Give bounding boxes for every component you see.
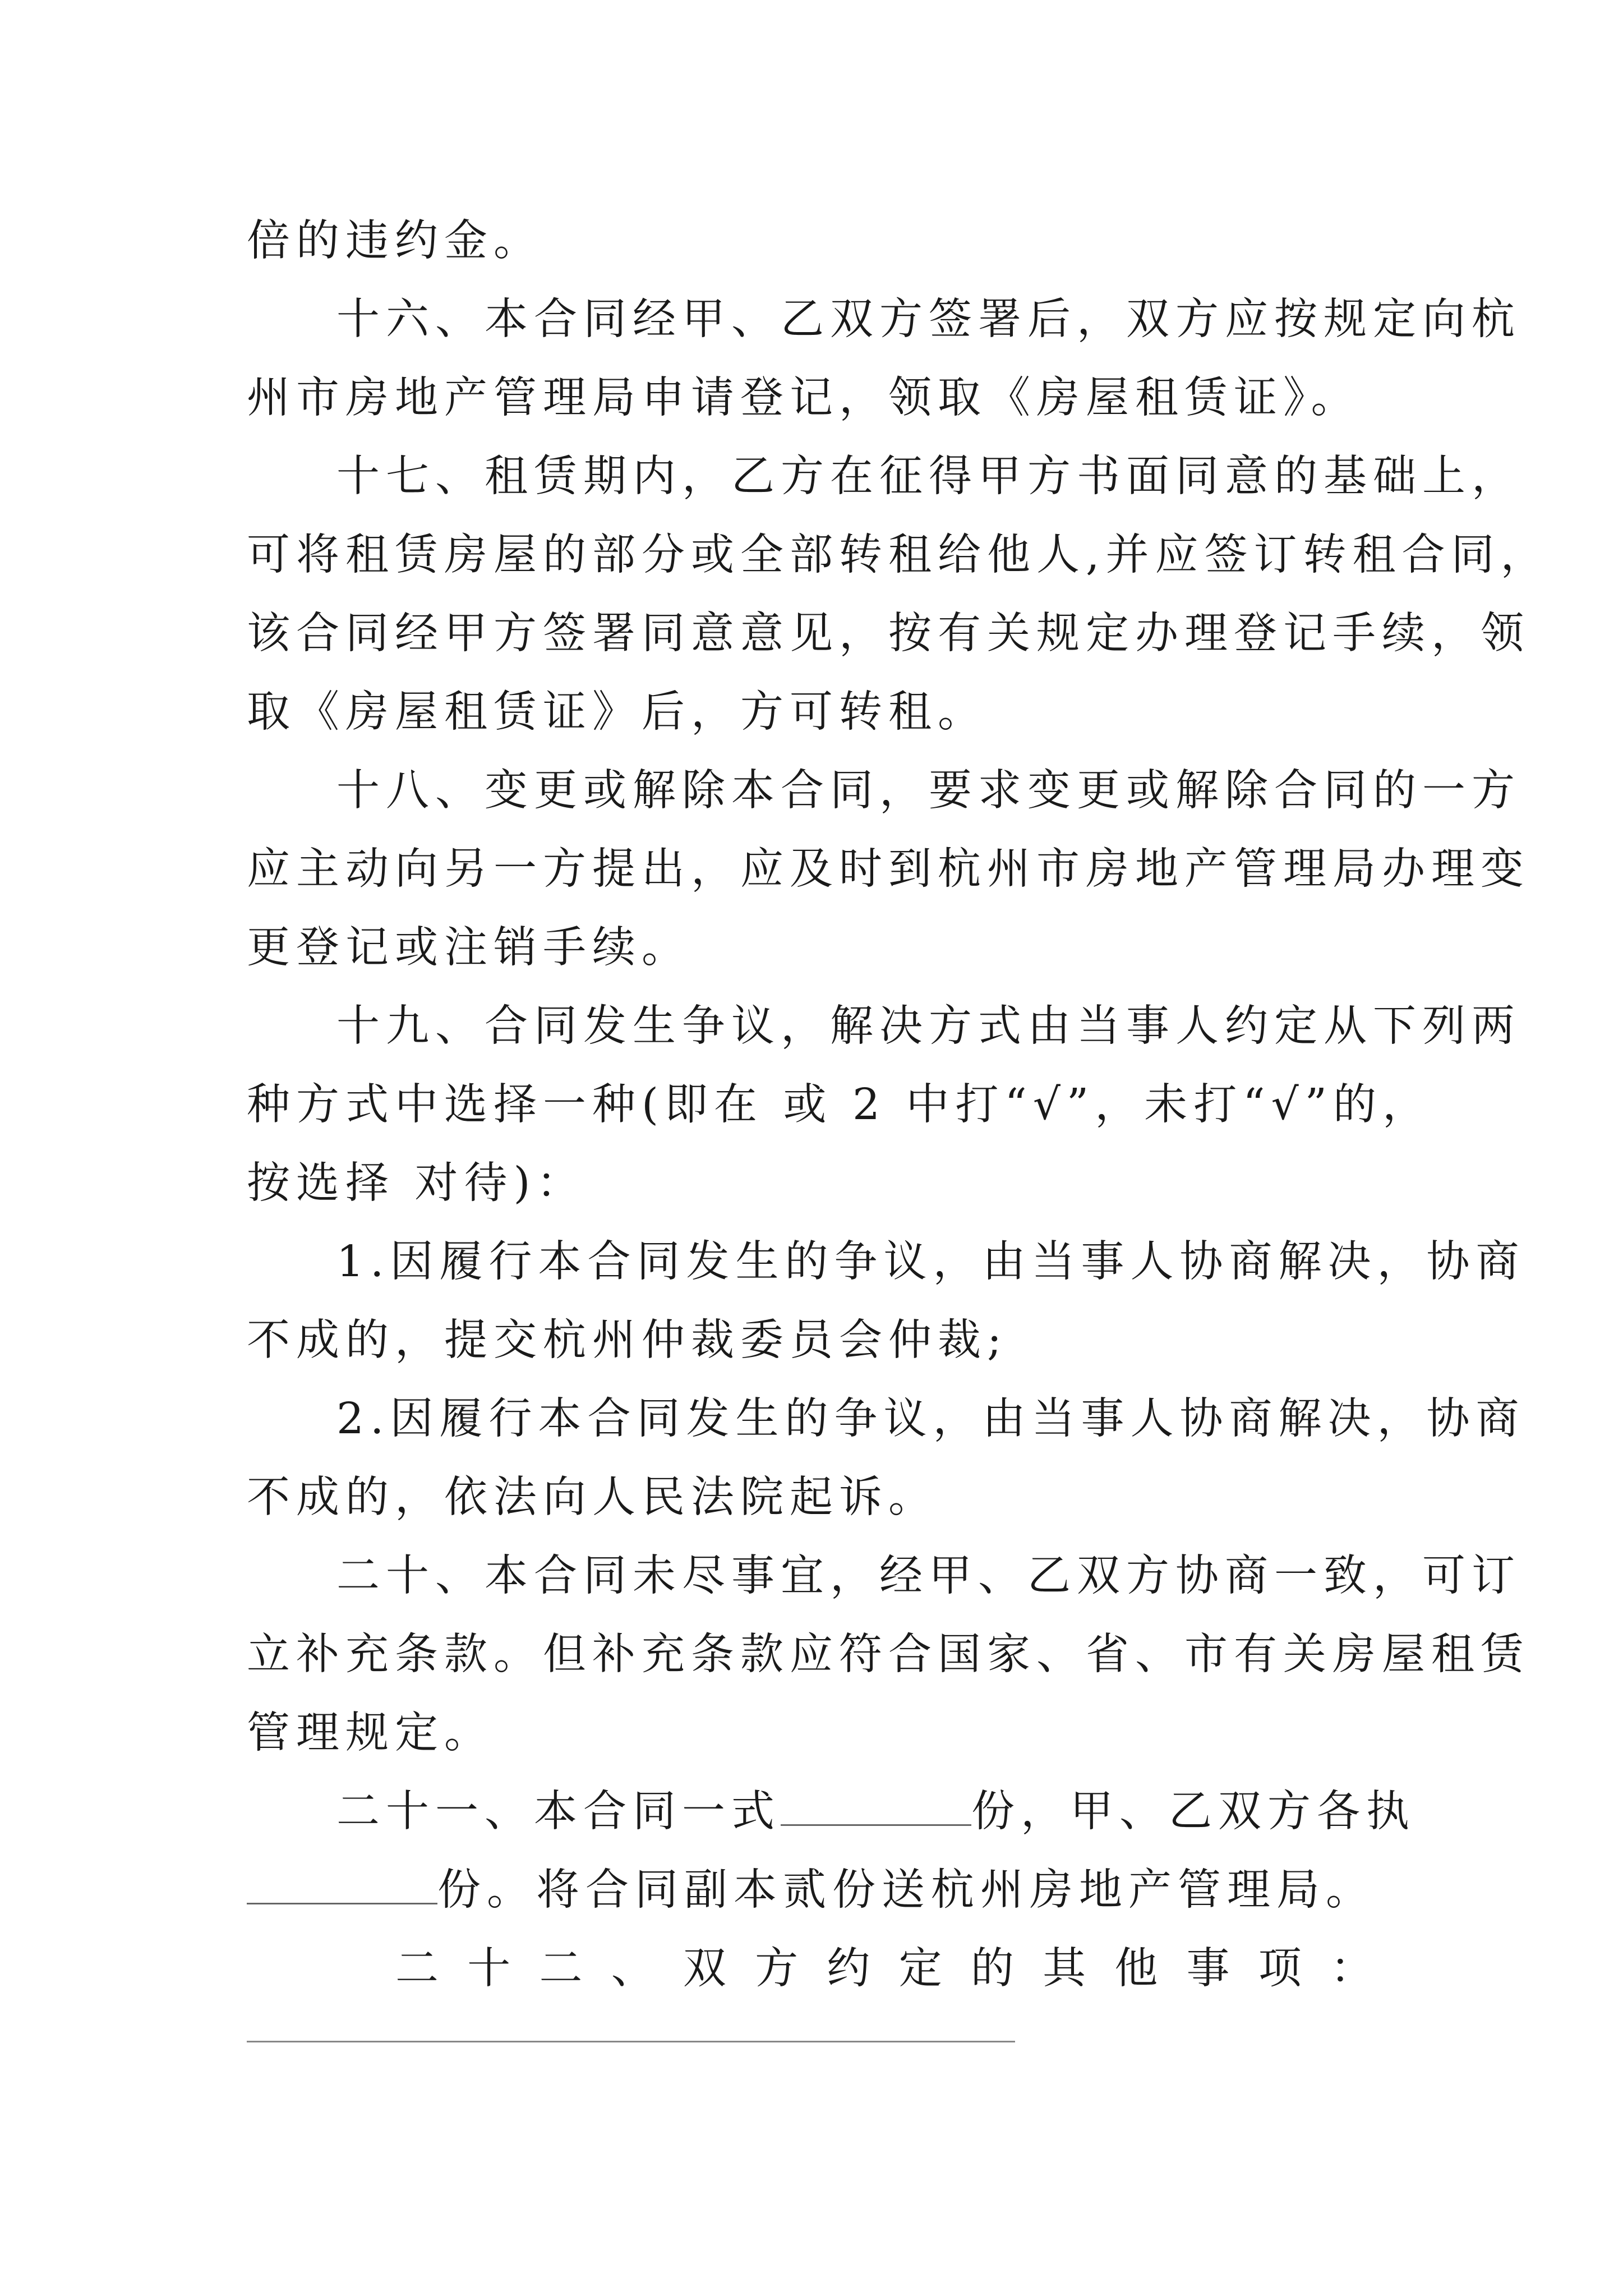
clause-19-option-1-line-1: 1.因履行本合同发生的争议，由当事人协商解决，协商 (336, 1237, 1525, 1287)
clause-20-line-1: 二十、本合同未尽事宜，经甲、乙双方协商一致，可订 (336, 1551, 1521, 1601)
clause-20-line-2: 立补充条款。但补充条款应符合国家、省、市有关房屋租赁 (247, 1630, 1530, 1680)
clause-21-line-1 (247, 1770, 1415, 1854)
text-line: 倍的违约金。 (247, 216, 543, 266)
clause-21-text-b: 份，甲、乙双方各执 (971, 1787, 1415, 1837)
clause-19-option-2-line-2: 不成的，依法向人民法院起诉。 (247, 1473, 938, 1522)
clause-16-line-2: 州市房地产管理局申请登记，领取《房屋租赁证》。 (247, 373, 1361, 423)
other-matters-blank-line (247, 2041, 1015, 2042)
clause-17-line-3: 该合同经甲方签署同意意见，按有关规定办理登记手续，领 (247, 609, 1530, 659)
copies-each-blank (247, 1864, 437, 1904)
clause-21-text-a: 二十一、本合同一式 (336, 1787, 781, 1837)
clause-21-line-2 (247, 1848, 1380, 1932)
clause-21-text-c: 份。将合同副本贰份送杭州房地产管理局。 (437, 1865, 1375, 1915)
clause-17-line-2: 可将租赁房屋的部分或全部转租给他人,并应签订转租合同， (247, 530, 1550, 580)
clause-20-line-3: 管理规定。 (247, 1708, 494, 1758)
copies-total-blank (781, 1785, 971, 1826)
clause-19-line-1: 十九、合同发生争议，解决方式由当事人约定从下列两 (336, 1001, 1521, 1051)
clause-17-line-1: 十七、租赁期内，乙方在征得甲方书面同意的基础上， (336, 452, 1521, 501)
clause-22-line: 二 十 二 、 双 方 约 定 的 其 他 事 项 ： (395, 1944, 1380, 1994)
clause-16-line-1: 十六、本合同经甲、乙双方签署后，双方应按规定向杭 (336, 295, 1521, 344)
clause-18-line-3: 更登记或注销手续。 (247, 923, 691, 973)
clause-17-line-4: 取《房屋租赁证》后，方可转租。 (247, 687, 987, 737)
clause-19-line-3: 按选择 对待)： (247, 1158, 586, 1208)
clause-18-line-2: 应主动向另一方提出，应及时到杭州市房地产管理局办理变 (247, 844, 1530, 894)
clause-19-line-2: 种方式中选择一种(即在 或 2 中打“√”，未打“√”的， (247, 1080, 1432, 1130)
clause-19-option-1-line-2: 不成的，提交杭州仲裁委员会仲裁; (247, 1315, 1008, 1365)
clause-18-line-1: 十八、变更或解除本合同，要求变更或解除合同的一方 (336, 766, 1521, 816)
clause-19-option-2-line-1: 2.因履行本合同发生的争议，由当事人协商解决，协商 (336, 1394, 1525, 1444)
